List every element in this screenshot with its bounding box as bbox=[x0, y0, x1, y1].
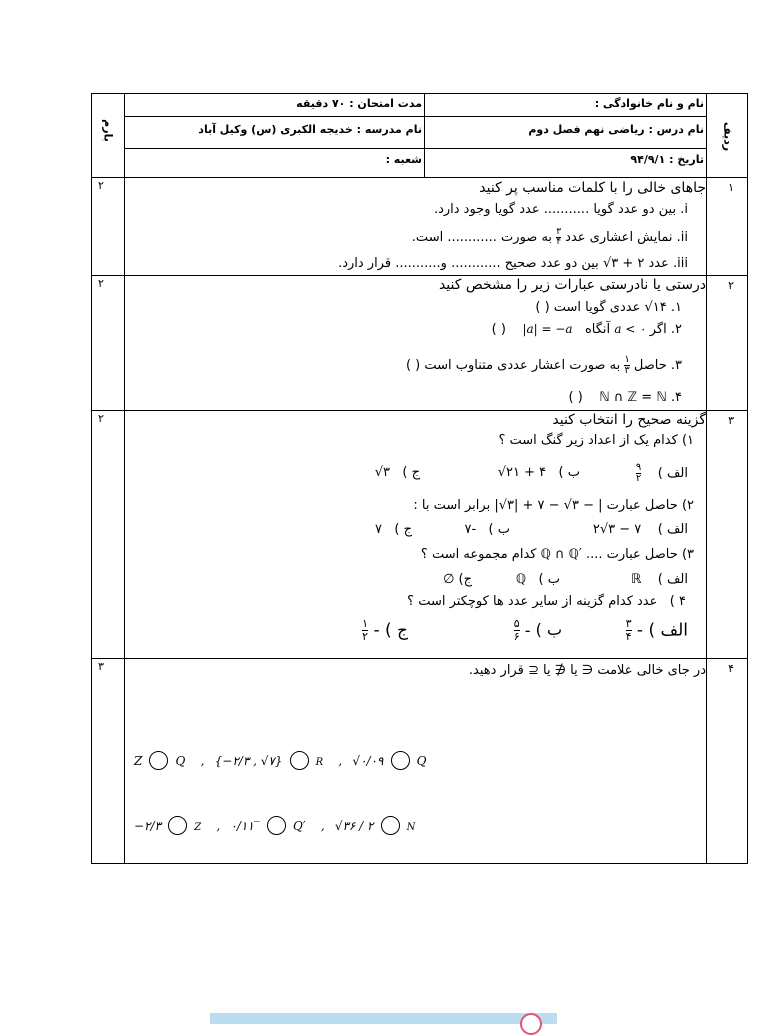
q3-item-3-option-a-label: الف ) bbox=[657, 572, 688, 587]
q2-item-4-blank: ( ) bbox=[568, 390, 583, 405]
q2-item-3-text-a: حاصل bbox=[633, 358, 667, 373]
q3-row-number: ۳ bbox=[728, 414, 734, 427]
column-header-row: ردیف bbox=[721, 121, 735, 152]
q4-line-1-item-1-left: Z bbox=[134, 754, 143, 768]
q2-item-3-fraction bbox=[624, 355, 629, 376]
q3-item-1 bbox=[498, 433, 694, 448]
q3-item-2-option-b-value: -۷ bbox=[464, 522, 477, 537]
q1-item-2 bbox=[412, 228, 688, 247]
q4-line-1-item-2-right: R bbox=[315, 757, 324, 768]
q2-row-number: ۲ bbox=[728, 279, 734, 292]
q2-item-3-label: ۳. bbox=[670, 358, 682, 373]
table-border-top bbox=[91, 93, 748, 94]
q3-item-1-option-a-num: ۹ bbox=[635, 462, 642, 473]
q4-line-2-separator-2: , bbox=[320, 819, 325, 833]
q3-item-4-option-a-den: ۴ bbox=[625, 630, 632, 643]
q3-item-2-option-b[interactable] bbox=[464, 522, 510, 537]
col-divider-row bbox=[706, 93, 707, 864]
q3-item-4-option-c-num: ۱ bbox=[362, 617, 369, 630]
q3-item-3-option-b-value: ℚ bbox=[515, 572, 527, 587]
col-divider-header bbox=[424, 93, 425, 177]
q2-item-2-text-a: اگر bbox=[649, 322, 667, 337]
q3-item-2-option-c[interactable] bbox=[375, 522, 412, 537]
q1-score: ۲ bbox=[98, 179, 104, 192]
q3-item-2-option-a-value: ۲√۳ − ۷ bbox=[592, 522, 642, 537]
q3-item-4-option-a-num: ۳ bbox=[625, 617, 632, 630]
q3-item-4-label: ۴ ) bbox=[669, 594, 686, 609]
q2-item-4-label: ۴. bbox=[670, 390, 682, 405]
q1-row-number: ۱ bbox=[728, 181, 734, 194]
q4-line-1-item-1-blank[interactable] bbox=[149, 751, 168, 770]
q4-line-2-item-1-right: Z bbox=[194, 822, 202, 833]
q4-title: در جای خالی علامت ∈ یا ∉ یا ⊆ قرار دهید. bbox=[468, 663, 706, 678]
q2-item-4 bbox=[568, 390, 682, 405]
q4-line-1-separator-1: , bbox=[200, 754, 205, 768]
q3-item-2 bbox=[413, 498, 694, 513]
q2-item-3-frac-den: ۳ bbox=[624, 365, 630, 376]
q3-item-1-option-a-label: الف ) bbox=[657, 466, 688, 481]
table-border-left bbox=[91, 93, 92, 864]
q3-title: گزینه صحیح را انتخاب کنید bbox=[552, 412, 706, 428]
q3-item-1-option-b-label: ب ) bbox=[558, 465, 580, 480]
column-header-score: بارم bbox=[101, 119, 115, 142]
q3-item-1-option-a-den: ۲ bbox=[635, 473, 642, 484]
q2-item-1-expr: √۱۴ bbox=[644, 300, 667, 315]
q4-line-2-item-3-blank[interactable] bbox=[381, 816, 400, 835]
q3-item-1-text: کدام یک از اعداد زیر گنگ است ؟ bbox=[498, 433, 678, 448]
q3-item-4-option-b-num: ۵ bbox=[513, 617, 520, 630]
q3-item-2-text-a: حاصل عبارت bbox=[606, 498, 678, 513]
q2-item-3-frac-num: ۱ bbox=[624, 354, 630, 365]
q3-item-2-text-b: برابر است با : bbox=[413, 498, 491, 513]
q3-score: ۲ bbox=[98, 412, 104, 425]
student-name-label: نام و نام خانوادگی : bbox=[594, 97, 704, 110]
q3-item-2-option-c-value: ۷ bbox=[375, 522, 382, 537]
q3-item-4-option-b-label: ب ) bbox=[535, 620, 562, 639]
q2-item-2-expr-b: |a| = −a bbox=[522, 322, 573, 336]
q3-item-4-text: عدد کدام گزینه از سایر عدد ها کوچکتر است ؟ bbox=[407, 594, 658, 609]
q-separator-3 bbox=[91, 658, 748, 659]
q2-item-4-expr: ℕ ∩ ℤ = ℕ bbox=[599, 390, 667, 405]
table-border-bottom bbox=[91, 863, 748, 864]
col-divider-score bbox=[124, 93, 125, 864]
q4-line-1 bbox=[134, 750, 426, 770]
q4-line-1-item-3-right: Q bbox=[416, 754, 427, 768]
table-border-right bbox=[747, 93, 748, 864]
q3-item-2-option-c-label: ج ) bbox=[394, 522, 412, 537]
q3-item-4-option-a-sign: - bbox=[636, 620, 644, 641]
q3-item-4-option-c-fraction bbox=[362, 618, 368, 643]
q1-item-3 bbox=[338, 256, 688, 271]
q3-item-4-option-b-fraction bbox=[514, 618, 520, 643]
q4-line-2-item-2-left: ۰/۱۱‾ bbox=[230, 819, 260, 833]
q3-item-4-option-b-den: ۶ bbox=[513, 630, 520, 643]
q3-item-4 bbox=[407, 594, 686, 609]
q2-item-1 bbox=[535, 300, 682, 315]
q1-item-2-text-a: نمایش اعشاری عدد bbox=[565, 230, 673, 245]
q4-line-2-item-1-blank[interactable] bbox=[168, 816, 187, 835]
site-logo-icon bbox=[520, 1013, 542, 1035]
q1-item-2-fraction bbox=[556, 228, 561, 247]
q2-item-3-text-b: به صورت اعشار عددی متناوب است ( ) bbox=[405, 358, 621, 373]
q4-line-2-item-2-blank[interactable] bbox=[267, 816, 286, 835]
q1-title: جاهای خالی را با کلمات مناسب پر کنید bbox=[479, 180, 706, 196]
q1-item-3-text-a: عدد bbox=[648, 256, 669, 271]
q1-item-2-frac-den: ۴ bbox=[556, 237, 562, 247]
q3-item-3-option-a-value: ℝ bbox=[630, 572, 642, 587]
q1-item-2-label: ii. bbox=[676, 230, 688, 245]
q4-line-2-item-3-right: N bbox=[406, 822, 416, 833]
q4-line-1-item-2-left: {−۲/۳ , √۷} bbox=[214, 754, 283, 768]
q3-item-1-option-c-value: √۳ bbox=[374, 465, 390, 480]
bottom-banner bbox=[210, 1013, 557, 1024]
q4-line-2-item-3-left: √۳۶ / ۲ bbox=[334, 819, 374, 833]
q3-item-2-option-b-label: ب ) bbox=[488, 522, 510, 537]
q3-item-1-label: ۱) bbox=[681, 433, 694, 448]
q3-item-4-option-c-den: ۲ bbox=[362, 630, 369, 643]
q1-item-3-expr: √۳ + ۲ bbox=[602, 256, 645, 271]
q4-line-1-separator-2: , bbox=[338, 754, 343, 768]
q2-item-2-expr-a: a < ۰ bbox=[614, 322, 646, 336]
q3-item-3-text-a: حاصل عبارت bbox=[606, 547, 678, 562]
q4-line-2-item-2-right: Q′ bbox=[292, 819, 306, 833]
q3-item-3-option-b-label: ب ) bbox=[538, 572, 560, 587]
q1-item-2-frac-num: ۳ bbox=[556, 227, 562, 237]
q3-item-1-option-a-fraction bbox=[636, 463, 641, 484]
q3-item-4-option-c-sign: - bbox=[373, 620, 380, 641]
q3-item-4-option-b[interactable] bbox=[514, 618, 562, 643]
q1-item-3-label: iii. bbox=[673, 256, 688, 271]
q3-item-4-option-a-fraction bbox=[626, 618, 632, 643]
header-row-line-3 bbox=[91, 177, 748, 178]
q2-item-3 bbox=[406, 355, 682, 376]
q3-item-3-option-a[interactable] bbox=[631, 572, 688, 587]
course-label: نام درس : ریاضی نهم فصل دوم bbox=[528, 123, 704, 136]
q3-item-4-option-c-label: ج ) bbox=[384, 620, 408, 641]
q3-item-3-option-c-value: ∅ bbox=[443, 572, 455, 587]
q3-item-2-expr: |√۳| + ۷ − √۳ − | bbox=[494, 498, 603, 513]
q1-item-2-text-b: به صورت ............ است. bbox=[411, 230, 553, 245]
q2-item-2 bbox=[492, 322, 682, 337]
q-separator-2 bbox=[91, 410, 748, 411]
q2-title: درستی یا نادرستی عبارات زیر را مشخص کنید bbox=[438, 277, 706, 293]
q2-item-2-text-b: آنگاه bbox=[584, 322, 611, 337]
school-label: نام مدرسه : خدیجه الکبری (س) وکیل آباد bbox=[198, 123, 422, 136]
header-row-line-2 bbox=[124, 148, 706, 149]
q4-line-2 bbox=[134, 815, 415, 835]
q3-item-2-label: ۲) bbox=[681, 498, 694, 513]
q3-item-3-option-b[interactable] bbox=[516, 572, 560, 587]
q3-item-4-option-a[interactable] bbox=[626, 618, 688, 643]
q1-item-3-text-b: بین دو عدد صحیح ............ و........... قرار دارد. bbox=[338, 256, 599, 271]
q2-item-1-label: ۱. bbox=[670, 300, 682, 315]
q3-item-4-option-b-sign: - bbox=[524, 621, 531, 640]
q3-item-4-option-a-label: الف ) bbox=[648, 620, 688, 641]
q4-line-1-item-3-blank[interactable] bbox=[391, 751, 410, 770]
q3-item-4-option-c[interactable] bbox=[362, 618, 408, 643]
q4-line-1-item-1-right: Q bbox=[175, 754, 186, 768]
q3-item-3-label: ۳) bbox=[681, 547, 694, 562]
q2-item-2-blank: ( ) bbox=[491, 322, 506, 337]
q3-item-3-expr: ℚ ∩ ℚ′ .... bbox=[540, 547, 603, 562]
q3-item-1-option-a[interactable] bbox=[636, 463, 688, 484]
q4-line-1-item-2-blank[interactable] bbox=[290, 751, 309, 770]
q3-item-1-option-b[interactable] bbox=[498, 465, 580, 480]
q4-score: ۳ bbox=[98, 660, 104, 673]
q1-item-1 bbox=[434, 202, 688, 217]
q3-item-3-option-c-label: ج) bbox=[458, 572, 472, 587]
q3-item-3-option-c[interactable] bbox=[443, 572, 472, 587]
q3-item-3 bbox=[421, 547, 694, 562]
q4-line-2-separator-1: , bbox=[216, 819, 221, 833]
q2-item-1-text: عددی گویا است ( ) bbox=[535, 300, 641, 315]
q4-line-1-item-3-left: √۰/۰۹ bbox=[352, 754, 384, 768]
q1-item-1-label: i. bbox=[680, 202, 688, 217]
q3-item-1-option-c-label: ج ) bbox=[402, 465, 420, 480]
q4-row-number: ۴ bbox=[728, 662, 734, 675]
q2-item-2-label: ۲. bbox=[670, 322, 682, 337]
header-row-line-1 bbox=[124, 116, 706, 117]
q1-item-1-text: بین دو عدد گویا ........... عدد گویا وجود دارد. bbox=[433, 202, 677, 217]
q3-item-3-text-b: کدام مجموعه است ؟ bbox=[420, 547, 537, 562]
q3-item-2-option-a[interactable] bbox=[593, 522, 688, 537]
q3-item-1-option-c[interactable] bbox=[375, 465, 420, 480]
q-separator-1 bbox=[91, 275, 748, 276]
q4-line-2-item-1-left: −۲/۳ bbox=[134, 819, 161, 833]
q3-item-2-option-a-label: الف ) bbox=[657, 522, 688, 537]
q3-item-1-option-b-value: √۲۱ + ۴ bbox=[497, 465, 547, 480]
class-label: شعبه : bbox=[385, 153, 422, 166]
exam-duration-label: مدت امتحان : ۷۰ دقیقه bbox=[296, 97, 422, 110]
date-label: تاریخ : ۹۴/۹/۱ bbox=[630, 153, 704, 166]
q2-score: ۲ bbox=[98, 277, 104, 290]
